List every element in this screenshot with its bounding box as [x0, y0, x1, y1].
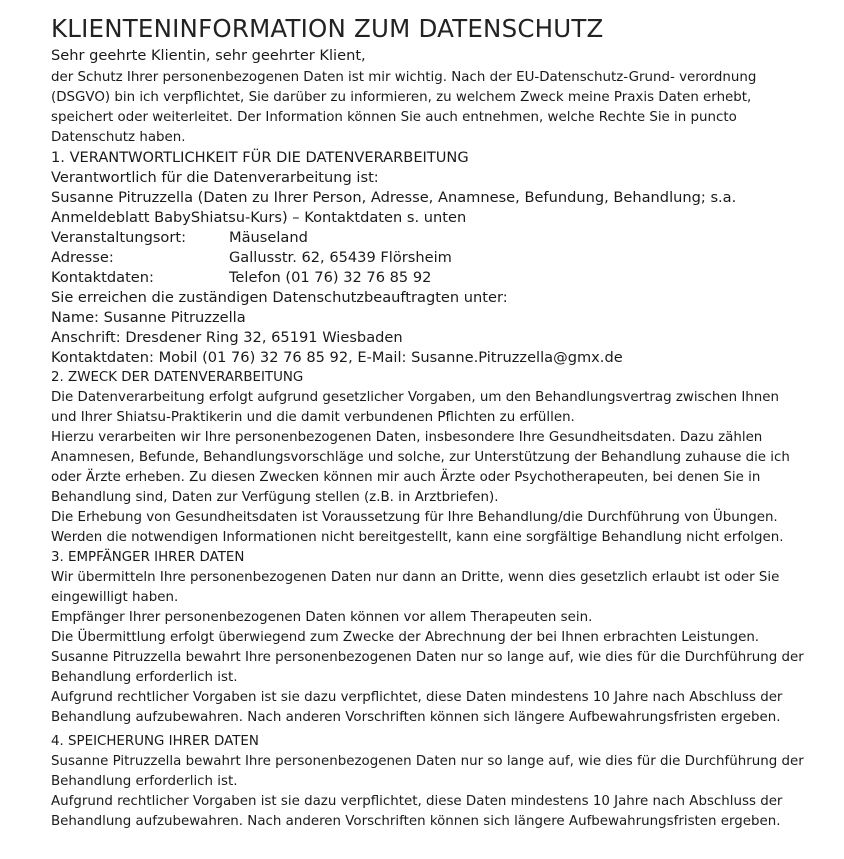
section-3-body: [51, 568, 831, 728]
section-3-line: Empfänger Ihrer personenbezogenen Daten können vor allem Therapeuten sein.: [51, 610, 593, 625]
responsible-line: Susanne Pitruzzella (Daten zu Ihrer Person, Adresse, Anamnese, Befundung, Behandlung; s.a.: [51, 189, 737, 206]
page-title: KLIENTENINFORMATION ZUM DATENSCHUTZ: [51, 14, 604, 43]
section-2-line: Hierzu verarbeiten wir Ihre personenbezogenen Daten, insbesondere Ihre Gesundheitsdaten. Dazu zählen: [51, 430, 763, 445]
section-2-line: Anamnesen, Befunde, Behandlungsvorschläge und solche, zur Unterstützung der Behandlung zuhause die ich: [51, 450, 790, 465]
section-2-body: [51, 388, 831, 548]
section-3-line: Behandlung erforderlich ist.: [51, 670, 238, 685]
intro-paragraph: [51, 68, 831, 148]
section-4-body: [51, 752, 831, 832]
section-2-line: Werden die notwendigen Informationen nicht bereitgestellt, kann eine sorgfältige Behandlung nicht erfolgen.: [51, 530, 784, 545]
section-3-line: eingewilligt haben.: [51, 590, 179, 605]
section-2-line: Die Datenverarbeitung erfolgt aufgrund gesetzlicher Vorgaben, um den Behandlungsvertrag zwischen Ihnen: [51, 390, 779, 405]
dpo-line: Name: Susanne Pitruzzella: [51, 309, 246, 326]
section-3-line: Aufgrund rechtlicher Vorgaben ist sie dazu verpflichtet, diese Daten mindestens 10 Jahre nach Abschluss der: [51, 690, 783, 705]
address-row: [51, 248, 831, 268]
section-3-line: Susanne Pitruzzella bewahrt Ihre personenbezogenen Daten nur so lange auf, wie dies für die Durchführung der: [51, 650, 804, 665]
venue-value: Mäuseland: [229, 229, 308, 246]
section-1-heading: 1. VERANTWORTLICHKEIT FÜR DIE DATENVERARBEITUNG: [51, 149, 469, 166]
section-3-heading: 3. EMPFÄNGER IHRER DATEN: [51, 550, 245, 565]
section-3-line: Die Übermittlung erfolgt überwiegend zum Zwecke der Abrechnung der bei Ihnen erbrachten Leistungen.: [51, 630, 760, 645]
contact-label: Kontaktdaten:: [51, 269, 154, 286]
address-value: Gallusstr. 62, 65439 Flörsheim: [229, 249, 452, 266]
section-2-line: Behandlung sind, Daten zur Verfügung stellen (z.B. in Arztbriefen).: [51, 490, 499, 505]
section-3-line: Behandlung aufzubewahren. Nach anderen Vorschriften können sich längere Aufbewahrungsfristen ergeben.: [51, 710, 781, 725]
section-2-line: oder Ärzte erheben. Zu diesen Zwecken können mir auch Ärzte oder Psychotherapeuten, bei denen Sie in: [51, 470, 761, 485]
dpo-block: [51, 308, 831, 368]
dpo-line: Kontaktdaten: Mobil (01 76) 32 76 85 92, E-Mail: Susanne.Pitruzzella@gmx.de: [51, 349, 623, 366]
dpo-label: Sie erreichen die zuständigen Datenschutzbeauftragten unter:: [51, 289, 508, 306]
contact-row: [51, 268, 831, 288]
intro-line: speichert oder weiterleitet. Der Information können Sie auch entnehmen, welche Rechte Sie in puncto: [51, 110, 737, 125]
section-3-line: Wir übermitteln Ihre personenbezogenen Daten nur dann an Dritte, wenn dies gesetzlich erlaubt ist oder Sie: [51, 570, 780, 585]
address-label: Adresse:: [51, 249, 114, 266]
section-4-line: Susanne Pitruzzella bewahrt Ihre personenbezogenen Daten nur so lange auf, wie dies für die Durchführung der: [51, 754, 804, 769]
section-2-heading: 2. ZWECK DER DATENVERARBEITUNG: [51, 370, 304, 385]
document-page: [51, 12, 831, 832]
section-4-heading: 4. SPEICHERUNG IHRER DATEN: [51, 734, 259, 749]
section-4-line: Behandlung erforderlich ist.: [51, 774, 238, 789]
contact-value: Telefon (01 76) 32 76 85 92: [229, 269, 432, 286]
section-2-line: Die Erhebung von Gesundheitsdaten ist Voraussetzung für Ihre Behandlung/die Durchführung von Übungen.: [51, 510, 778, 525]
intro-line: (DSGVO) bin ich verpflichtet, Sie darüber zu informieren, zu welchem Zweck meine Praxis Daten erhebt,: [51, 90, 752, 105]
venue-label: Veranstaltungsort:: [51, 229, 186, 246]
section-2-line: und Ihrer Shiatsu-Praktikerin und die damit verbundenen Pflichten zu erfüllen.: [51, 410, 575, 425]
responsible-line: Anmeldeblatt BabyShiatsu-Kurs) – Kontaktdaten s. unten: [51, 209, 467, 226]
responsible-block: [51, 188, 831, 228]
intro-line: der Schutz Ihrer personenbezogenen Daten ist mir wichtig. Nach der EU-Datenschutz-Grund- verordnung: [51, 70, 757, 85]
dpo-line: Anschrift: Dresdener Ring 32, 65191 Wiesbaden: [51, 329, 403, 346]
salutation: Sehr geehrte Klientin, sehr geehrter Klient,: [51, 47, 366, 64]
intro-line: Datenschutz haben.: [51, 130, 186, 145]
responsible-label: Verantwortlich für die Datenverarbeitung ist:: [51, 169, 379, 186]
section-4-line: Aufgrund rechtlicher Vorgaben ist sie dazu verpflichtet, diese Daten mindestens 10 Jahre nach Abschluss der: [51, 794, 783, 809]
section-4-line: Behandlung aufzubewahren. Nach anderen Vorschriften können sich längere Aufbewahrungsfristen ergeben.: [51, 814, 781, 829]
venue-row: [51, 228, 831, 248]
